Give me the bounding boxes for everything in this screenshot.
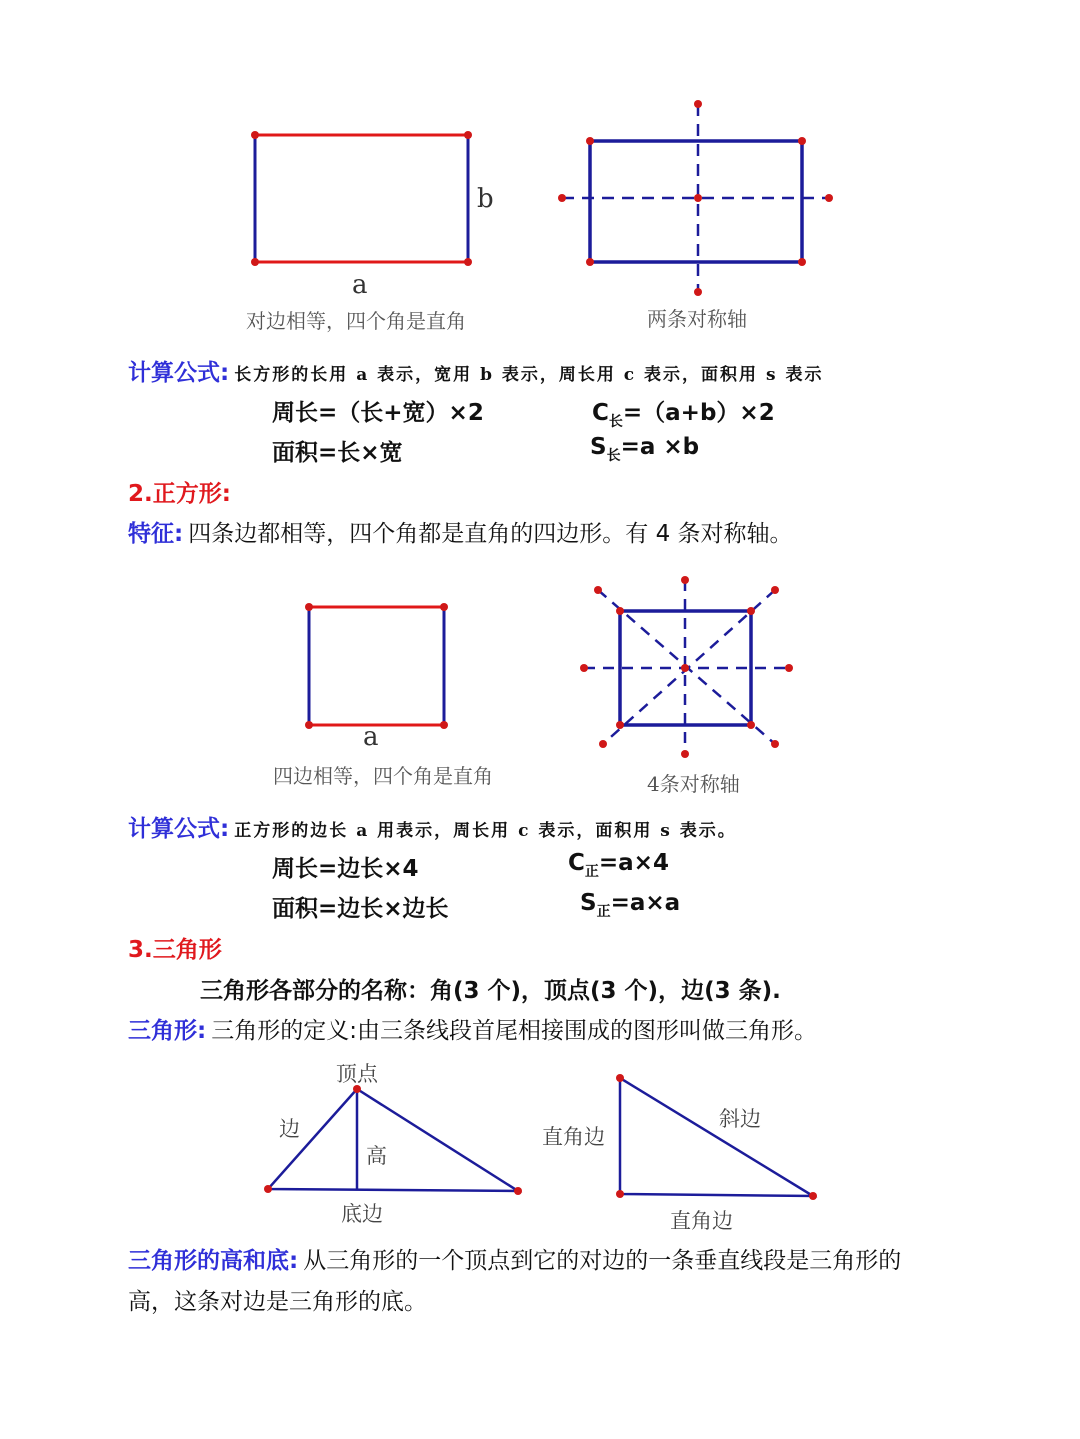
square-area-symbol (580, 890, 680, 921)
square-perimeter-rest: =a×4 (598, 850, 669, 876)
tri-vertex-label: 顶点 (336, 1062, 378, 1086)
rect-perimeter-word: 周长=（长+宽）×2 (272, 400, 484, 426)
square-area-s: S (580, 890, 597, 916)
square-perimeter-symbol (568, 850, 669, 881)
rect-formula-label: 计算公式: (128, 360, 230, 386)
tri-side-label: 边 (279, 1117, 300, 1141)
triangle-def-text: 三角形的定义:由三条线段首尾相接围成的图形叫做三角形。 (211, 1018, 818, 1044)
triangle-hb-label: 三角形的高和底: (128, 1248, 299, 1274)
square-feature-text: 四条边都相等，四个角都是直角的四边形。有 4 条对称轴。 (188, 521, 793, 547)
rect-side-a-label: a (352, 270, 368, 300)
square-figure (305, 603, 448, 729)
rect-axes-caption: 两条对称轴 (647, 307, 747, 331)
triangle-height-figure (264, 1085, 522, 1195)
tri-height-label: 高 (366, 1144, 387, 1168)
triangle-def-label: 三角形: (128, 1018, 207, 1044)
right-tri-leg-left-label: 直角边 (542, 1125, 605, 1149)
rect-area-symbol (590, 434, 699, 465)
rect-area-rest: =a ×b (620, 434, 700, 460)
square-heading: 2.正方形: (128, 481, 231, 507)
square-symmetry-figure (580, 576, 793, 758)
square-feature-line (128, 515, 793, 548)
square-axes-caption: 4条对称轴 (647, 772, 740, 796)
rect-perimeter-c: C (592, 400, 609, 426)
rectangle-figure (251, 131, 472, 266)
rectangle-symmetry-figure (558, 100, 833, 296)
triangle-hb-line-1 (128, 1242, 901, 1275)
square-formula-label: 计算公式: (128, 816, 230, 842)
rect-formula-line (128, 354, 823, 387)
rect-perimeter-symbol (592, 394, 775, 431)
square-area-sub: 正 (596, 904, 611, 920)
right-triangle-figure (616, 1074, 817, 1200)
square-side-a-label: a (363, 722, 379, 752)
rect-formula-desc: 长方形的长用 a 表示，宽用 b 表示，周长用 c 表示，面积用 s 表示 (234, 365, 824, 385)
square-perimeter-sub: 正 (584, 864, 599, 880)
triangle-hb-text-2: 高，这条对边是三角形的底。 (128, 1289, 427, 1315)
rect-figure-caption: 对边相等，四个角是直角 (246, 309, 466, 333)
square-area-word: 面积=边长×边长 (272, 896, 449, 922)
triangle-heading: 3.三角形 (128, 937, 222, 963)
rect-area-sub: 长 (606, 448, 621, 464)
triangle-def-line (128, 1012, 817, 1045)
square-area-rest: =a×a (610, 890, 681, 916)
triangle-parts-text: 三角形各部分的名称：角(3 个)，顶点(3 个)，边(3 条). (200, 978, 781, 1004)
rect-area-word: 面积=长×宽 (272, 440, 403, 466)
right-tri-hyp-label: 斜边 (719, 1107, 761, 1131)
square-perimeter-word: 周长=边长×4 (272, 856, 419, 882)
right-tri-leg-bottom-label: 直角边 (670, 1209, 733, 1233)
rect-area-s: S (590, 434, 607, 460)
square-formula-desc: 正方形的边长 a 用表示，周长用 c 表示，面积用 s 表示。 (234, 821, 737, 841)
square-formula-line (128, 810, 737, 843)
square-figure-caption: 四边相等，四个角是直角 (273, 764, 493, 788)
rect-side-b-label: b (477, 184, 494, 214)
square-feature-label: 特征: (128, 521, 184, 547)
tri-base-label: 底边 (341, 1202, 383, 1226)
rect-perimeter-rest: =（a+b）×2 (622, 400, 775, 426)
rect-perimeter-sub: 长 (608, 414, 623, 430)
square-perimeter-c: C (568, 850, 585, 876)
triangle-hb-text-1: 从三角形的一个顶点到它的对边的一条垂直线段是三角形的 (303, 1248, 902, 1274)
